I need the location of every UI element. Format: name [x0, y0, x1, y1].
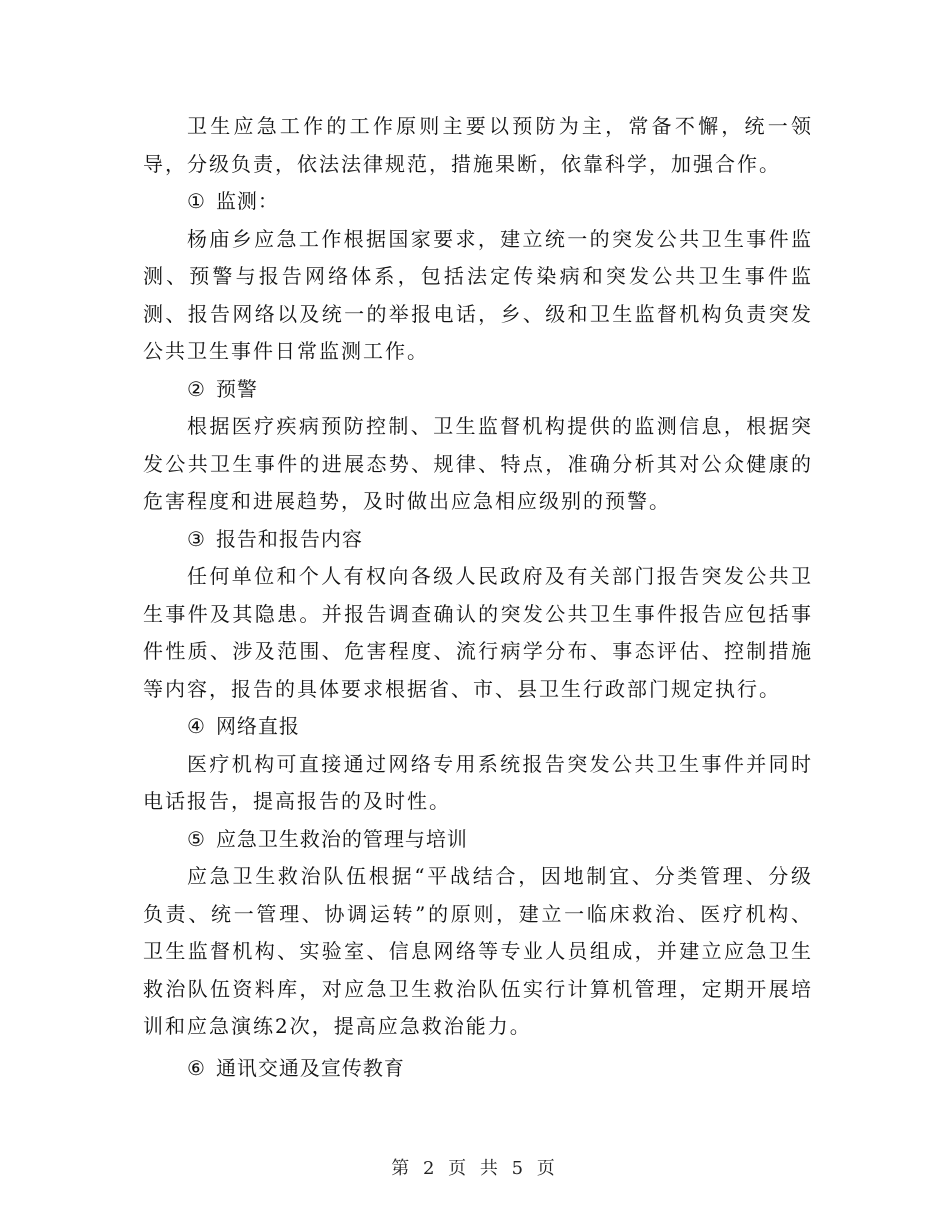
paragraph-network: 医疗机构可直接通过网络专用系统报告突发公共卫生事件并同时电话报告，提高报告的及时性。	[143, 751, 813, 813]
section-title: 报告和报告内容	[215, 526, 363, 551]
section-title: 应急卫生救治的管理与培训	[215, 826, 468, 851]
section-title: 网络直报	[215, 714, 300, 738]
section-number: ①	[187, 189, 206, 213]
section-number: ⑤	[187, 826, 206, 851]
document-body	[143, 108, 813, 1087]
page-footer: 第 2 页 共 5 页	[391, 1158, 559, 1179]
paragraph-monitoring: 杨庙乡应急工作根据国家要求，建立统一的突发公共卫生事件监测、预警与报告网络体系，包括法定传染病和突发公共卫生事件监测、报告网络以及统一的举报电话，乡、级和卫生监督机构负责突发公共卫生事件日常监测工作。	[143, 226, 813, 363]
section-title: 通讯交通及宣传教育	[215, 1055, 405, 1080]
paragraph-report: 任何单位和个人有权向各级人民政府及有关部门报告突发公共卫生事件及其隐患。并报告调查确认的突发公共卫生事件报告应包括事件性质、涉及范围、危害程度、流行病学分布、事态评估、控制措施等内容，报告的具体要求根据省、市、县卫生行政部门规定执行。	[143, 564, 813, 701]
paragraph-warning: 根据医疗疾病预防控制、卫生监督机构提供的监测信息，根据突发公共卫生事件的进展态势、规律、特点，准确分析其对公众健康的危害程度和进展趋势，及时做出应急相应级别的预警。	[143, 414, 813, 513]
section-number: ③	[187, 526, 206, 551]
section-heading-warning	[143, 371, 813, 409]
section-title: 预警	[215, 376, 258, 401]
paragraph-principles: 卫生应急工作的工作原则主要以预防为主，常备不懈，统一领导，分级负责，依法法律规范，措施果断，依靠科学，加强合作。	[143, 114, 813, 176]
section-heading-communication	[143, 1050, 813, 1088]
section-number: ②	[187, 376, 206, 401]
section-heading-report	[143, 521, 813, 559]
section-title: 监测：	[215, 189, 279, 213]
section-number: ⑥	[187, 1055, 206, 1080]
section-heading-monitoring	[143, 183, 813, 221]
section-heading-network	[143, 708, 813, 746]
section-heading-training	[143, 821, 813, 859]
section-number: ④	[187, 714, 206, 738]
paragraph-training: 应急卫生救治队伍根据“平战结合，因地制宜、分类管理、分级负责、统一管理、协调运转”的原则，建立一临床救治、医疗机构、卫生监督机构、实验室、信息网络等专业人员组成，并建立应急卫生救治队伍资料库，对应急卫生救治队伍实行计算机管理，定期开展培训和应急演练2次，提高应急救治能力。	[143, 864, 813, 1038]
